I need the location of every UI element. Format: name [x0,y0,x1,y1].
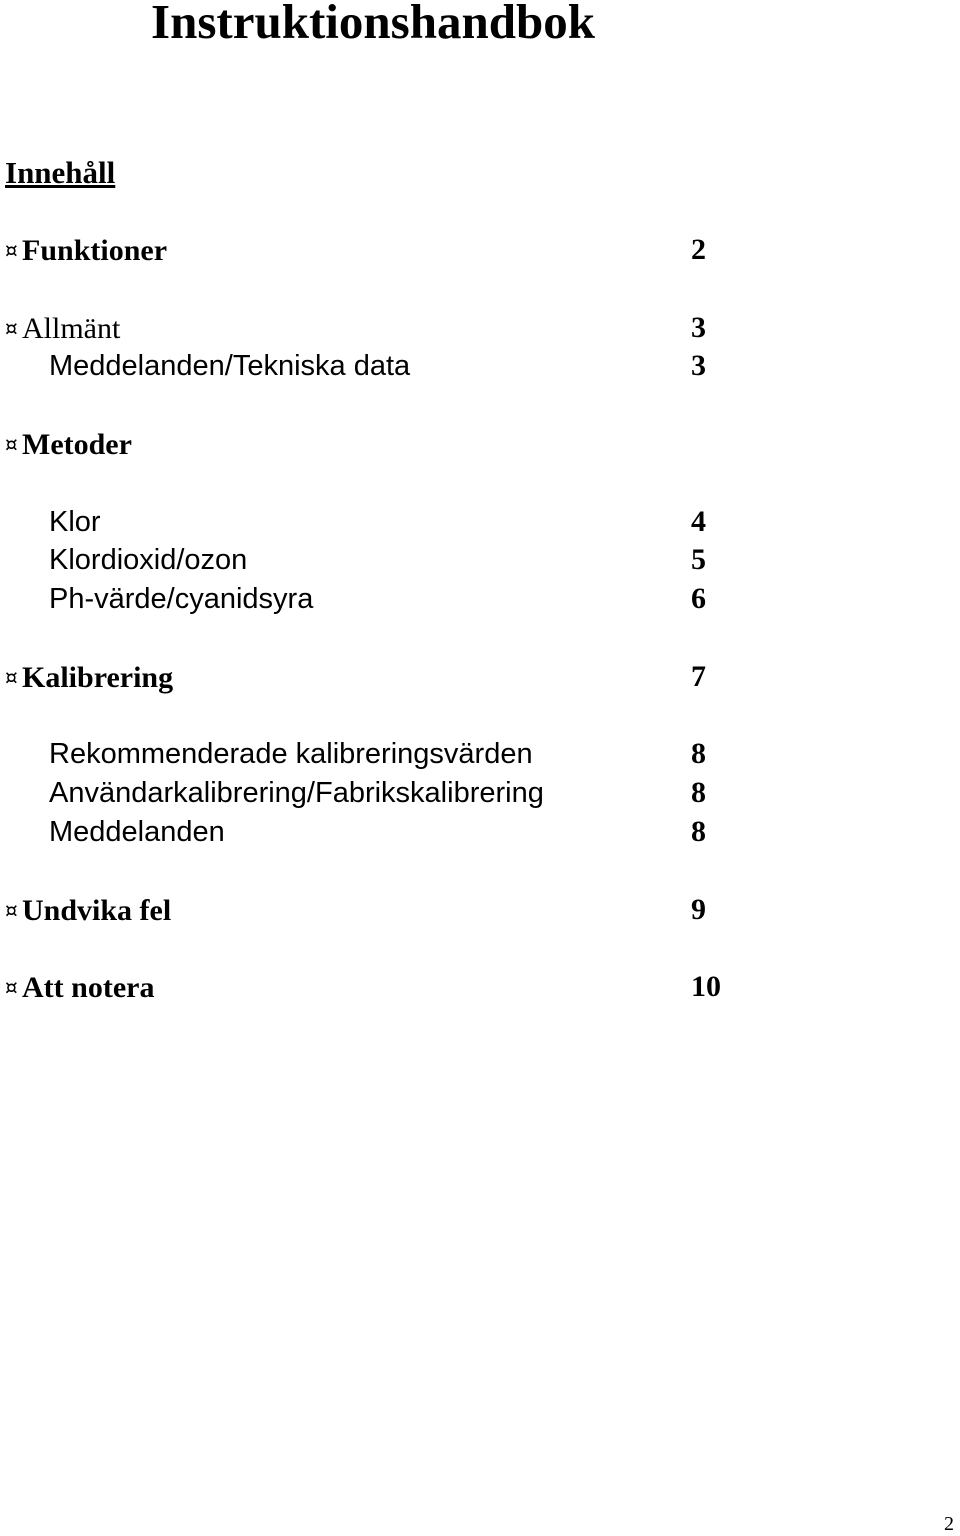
toc-heading: Innehåll [5,155,116,190]
bullet-icon: ¤ [5,975,18,999]
toc-entry-page: 2 [691,233,706,266]
toc-entry-label: Klordioxid/ozon [49,544,248,576]
bullet-icon: ¤ [5,316,18,340]
toc-entry-label: Rekommenderade kalibreringsvärden [49,738,533,770]
toc-entry-label: Meddelanden/Tekniska data [49,350,411,382]
toc-entry-page: 3 [691,349,706,382]
toc-entry-page: 4 [691,505,706,538]
bullet-icon: ¤ [5,238,18,262]
toc-entry-label: Ph-värde/cyanidsyra [49,583,314,615]
bullet-icon: ¤ [5,432,18,456]
page-number: 2 [944,1513,954,1535]
toc-entry-label: Klor [49,506,101,538]
toc-entry-page: 8 [691,776,706,809]
toc-entry-label: ¤ Metoder [5,428,132,461]
toc-entry-page: 6 [691,582,706,615]
toc-entry-page: 5 [691,543,706,576]
document-title: Instruktionshandbok [151,0,595,49]
bullet-icon: ¤ [5,665,18,689]
toc-entry-label: ¤ Allmänt [5,312,121,345]
toc-entry-page: 8 [691,815,706,848]
toc-entry-label: ¤ Funktioner [5,234,168,267]
toc-entry-page: 3 [691,311,706,344]
toc-entry-label: ¤ Att notera [5,971,155,1004]
toc-entry-label: ¤ Kalibrering [5,661,174,694]
toc-entry-label: Meddelanden [49,816,225,848]
bullet-icon: ¤ [5,898,18,922]
toc-entry-page: 7 [691,660,706,693]
toc-entry-page: 9 [691,893,706,926]
toc-entry-page: 10 [691,970,721,1003]
toc-entry-label: ¤ Undvika fel [5,894,172,927]
toc-entry-label: Användarkalibrering/Fabrikskalibrering [49,777,544,809]
toc-entry-page: 8 [691,737,706,770]
